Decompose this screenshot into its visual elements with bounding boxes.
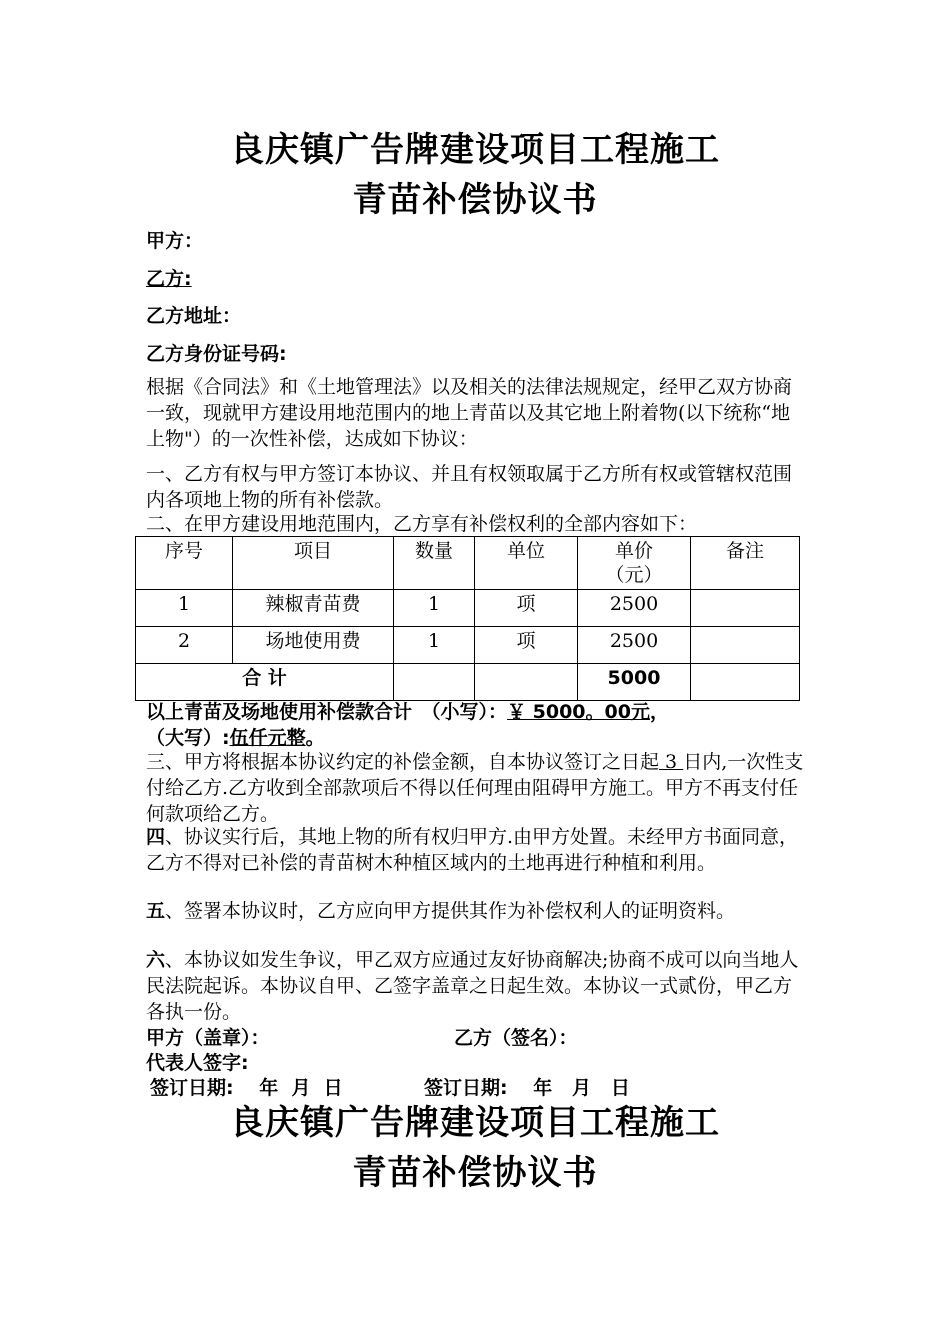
document-title-line1: 良庆镇广告牌建设项目工程施工: [230, 130, 720, 170]
table-cell: 2: [136, 627, 233, 664]
clause-6-number: 六: [146, 949, 166, 971]
table-header-row: [136, 537, 800, 590]
header-cell: 序号: [136, 537, 233, 590]
clause-5-number: 五: [146, 900, 166, 922]
clause-3-days: 3: [659, 751, 684, 773]
table-cell: [475, 664, 578, 701]
table-cell: [691, 627, 800, 664]
document-title-repeat-line1: 良庆镇广告牌建设项目工程施工: [230, 1103, 720, 1143]
header-cell: 单位: [475, 537, 578, 590]
table-cell: 2500: [578, 590, 691, 627]
clause-2: 二、在甲方建设用地范围内，乙方享有补偿权利的全部内容如下：: [146, 513, 698, 535]
clause-6-text: 、本协议如发生争议，甲乙双方应通过友好协商解决;协商不成可以向当地人民法院起诉。本协议自甲、乙签字盖章之日起生效。本协议一式贰份，甲乙方各执一份。: [146, 949, 799, 1023]
document-title-line2: 青苗补偿协议书: [352, 180, 598, 220]
total-label-cell: 合 计: [136, 664, 394, 701]
party-a-seal-label: 甲方（盖章）：: [146, 1027, 270, 1049]
compensation-table: [135, 536, 800, 701]
clause-4-number: 四: [146, 826, 166, 848]
party-b-signature-label: 乙方（签名）：: [454, 1027, 578, 1049]
table-cell: [691, 664, 800, 701]
table-cell: [394, 664, 475, 701]
sum-small: ￥ 5000。00元: [507, 701, 650, 723]
header-cell-text: 单价（元）: [605, 540, 663, 586]
party-b-label: [146, 264, 192, 291]
table-row: [136, 590, 800, 627]
sum-end: 。: [305, 727, 325, 749]
table-cell: 场地使用费: [233, 627, 394, 664]
table-cell: 1: [394, 627, 475, 664]
table-cell: 项: [475, 627, 578, 664]
clause-3-text-b: 日内,一次性支付给乙方.乙方收到全部款项后不得以任何理由阻碍甲方施工。甲方不再支付任何款项给乙方。: [146, 751, 804, 825]
table-total-row: [136, 664, 800, 701]
compensation-sum: [146, 699, 826, 751]
sum-prefix: 以上青苗及场地使用补偿款合计 （小写）：: [146, 701, 508, 723]
sum-separator: ，: [649, 701, 669, 723]
total-value-cell: 5000: [578, 664, 691, 701]
representative-signature-label: 代表人签字:: [146, 1052, 249, 1074]
table-row: [136, 627, 800, 664]
table-cell: 1: [136, 590, 233, 627]
table-cell: 1: [394, 590, 475, 627]
table-cell: 2500: [578, 627, 691, 664]
party-a-label: 甲方：: [146, 230, 204, 252]
clause-4: [146, 824, 806, 876]
preamble-paragraph: 根据《合同法》和《土地管理法》以及相关的法律法规规定，经甲乙双方协商一致，现就甲方建设用地范围内的地上青苗以及其它地上附着物(以下统称“地上物"）的一次性补偿，达成如下协议：: [146, 376, 793, 450]
party-a-sign-date: 签订日期: 年 月 日: [150, 1077, 343, 1099]
party-b-id-label: 乙方身份证号码:: [146, 343, 287, 365]
table-cell: 项: [475, 590, 578, 627]
clause-6: [146, 947, 806, 1025]
header-cell: 项目: [233, 537, 394, 590]
header-cell: 备注: [691, 537, 800, 590]
clause-1: 一、乙方有权与甲方签订本协议、并且有权领取属于乙方所有权或管辖权范围内各项地上物的所有补偿款。: [146, 463, 793, 511]
party-b-sign-date: 签订日期: 年 月 日: [424, 1077, 630, 1099]
clause-5-text: 、签署本协议时，乙方应向甲方提供其作为补偿权利人的证明资料。: [165, 900, 736, 922]
party-b-address-label: 乙方地址：: [146, 305, 242, 327]
table-cell: [691, 590, 800, 627]
sum-big: 伍仟元整: [229, 727, 306, 749]
clause-3: [146, 749, 806, 827]
sum-big-label: （大写）:: [146, 727, 230, 749]
clause-3-text-a: 三、甲方将根据本协议约定的补偿金额，自本协议签订之日起: [146, 751, 660, 773]
header-cell: 数量: [394, 537, 475, 590]
document-title-repeat-line2: 青苗补偿协议书: [352, 1153, 598, 1193]
party-b-text: 乙方:: [146, 268, 192, 290]
clause-4-text: 、协议实行后，其地上物的所有权归甲方.由甲方处置。未经甲方书面同意，乙方不得对已补偿的青苗树木种植区域内的土地再进行种植和利用。: [146, 826, 799, 874]
header-cell: [578, 537, 691, 590]
table-cell: 辣椒青苗费: [233, 590, 394, 627]
clause-5: [146, 898, 806, 924]
